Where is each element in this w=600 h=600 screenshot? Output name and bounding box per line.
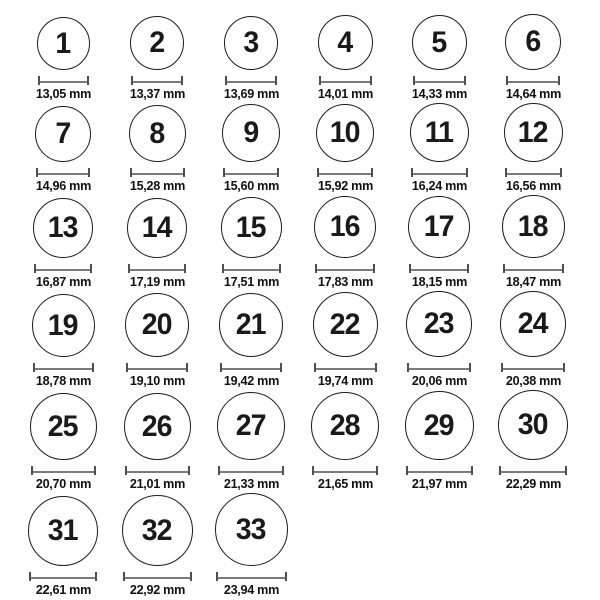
diameter-measure-line [505,168,562,177]
ring-size-cell [486,14,580,101]
ring-circle [221,197,282,258]
diameter-measure-line [123,572,192,581]
diameter-label: 14,33 mm [411,86,467,101]
ring-size-number: 29 [424,408,454,442]
diameter-label: 23,94 mm [223,582,279,597]
ring-circle [405,391,474,460]
diameter-measure-line [218,466,284,475]
ring-size-number: 26 [142,409,172,443]
ring-circle [222,104,280,162]
ring-size-number: 3 [243,26,259,59]
ring-circle [33,198,93,258]
ring-size-cell [392,15,486,101]
ring-size-cell [392,103,486,193]
ring-size-number: 9 [243,116,259,149]
diameter-measure-line [216,572,287,581]
ring-size-number: 22 [330,307,360,341]
ring-size-cell [110,495,204,597]
ring-circle [500,291,566,357]
ring-circle [124,393,191,460]
ring-size-cell [486,291,580,388]
diameter-measure-line [29,572,97,581]
ring-size-number: 23 [424,307,454,340]
diameter-label: 13,69 mm [223,86,279,101]
ring-size-number: 32 [142,513,172,547]
ring-size-cell [298,196,392,289]
diameter-measure-line [503,264,564,273]
ring-size-cell [16,294,110,388]
diameter-measure-line [220,363,282,372]
ring-size-number: 19 [48,308,78,342]
ring-size-cell [392,196,486,289]
ring-size-cell [204,16,298,101]
ring-size-cell [298,15,392,101]
ring-circle [130,16,184,70]
ring-size-cell [204,104,298,193]
ring-size-cell [204,293,298,388]
ring-circle [502,195,565,258]
ring-circle [504,103,563,162]
ring-size-row [16,195,600,289]
diameter-measure-line [222,264,281,273]
ring-size-cell [16,17,110,101]
diameter-measure-line [413,76,466,85]
ring-circle [410,103,469,162]
ring-circle [311,392,379,460]
ring-circle [129,105,186,162]
diameter-label: 18,15 mm [411,274,467,289]
ring-circle [412,15,467,70]
diameter-measure-line [319,76,372,85]
diameter-measure-line [409,264,469,273]
ring-circle [316,104,374,162]
diameter-measure-line [411,168,468,177]
diameter-measure-line [126,363,188,372]
ring-size-row [16,103,600,193]
ring-circle [35,106,91,162]
diameter-label: 19,42 mm [223,373,279,388]
diameter-label: 16,24 mm [411,178,467,193]
ring-size-row [16,14,600,101]
ring-circle [215,493,288,566]
ring-circle [127,198,187,258]
ring-size-cell [486,195,580,289]
ring-size-number: 25 [48,409,78,443]
diameter-label: 21,01 mm [129,476,185,491]
ring-size-number: 16 [330,210,360,243]
ring-size-cell [16,198,110,289]
diameter-label: 13,37 mm [129,86,185,101]
ring-circle [122,495,193,566]
ring-size-cell [110,105,204,193]
ring-size-cell [16,393,110,491]
diameter-label: 13,05 mm [35,86,91,101]
ring-size-number: 1 [55,26,71,60]
diameter-label: 18,47 mm [505,274,561,289]
ring-size-number: 20 [142,308,172,341]
ring-size-number: 21 [236,308,266,341]
ring-size-cell [298,104,392,193]
diameter-measure-line [312,466,378,475]
ring-size-cell [110,293,204,388]
ring-size-number: 14 [142,211,172,244]
ring-circle [314,196,376,258]
diameter-measure-line [406,466,473,475]
diameter-measure-line [38,76,89,85]
ring-size-number: 17 [424,210,454,243]
ring-size-cell [204,197,298,289]
ring-size-row [16,390,600,491]
diameter-label: 15,60 mm [223,178,279,193]
ring-size-cell [16,106,110,193]
diameter-label: 22,61 mm [35,582,91,597]
ring-circle [30,393,97,460]
ring-circle [224,16,278,70]
ring-circle [313,292,378,357]
diameter-label: 17,83 mm [317,274,373,289]
ring-size-cell [110,16,204,101]
ring-size-cell [486,103,580,193]
diameter-label: 15,92 mm [317,178,373,193]
ring-size-row [16,493,600,597]
ring-size-number: 13 [48,211,78,244]
ring-size-cell [298,392,392,491]
ring-size-number: 10 [330,116,360,149]
ring-circle [217,392,285,460]
ring-circle [28,496,98,566]
diameter-measure-line [506,76,560,85]
ring-size-number: 15 [236,210,266,244]
diameter-measure-line [407,363,471,372]
ring-size-cell [110,393,204,491]
ring-size-number: 4 [337,25,353,59]
ring-size-number: 5 [431,25,447,59]
ring-size-number: 11 [424,115,454,149]
diameter-label: 16,56 mm [505,178,561,193]
diameter-measure-line [315,264,375,273]
ring-size-row [16,291,600,388]
ring-circle [498,390,568,460]
diameter-measure-line [223,168,279,177]
diameter-label: 14,96 mm [35,178,91,193]
diameter-label: 21,65 mm [317,476,373,491]
ring-size-number: 18 [518,209,548,243]
diameter-label: 19,10 mm [129,373,185,388]
ring-size-number: 31 [48,514,78,547]
diameter-label: 15,28 mm [129,178,185,193]
ring-size-cell [298,292,392,388]
diameter-label: 21,97 mm [411,476,467,491]
ring-size-cell [486,390,580,491]
diameter-label: 21,33 mm [223,476,279,491]
diameter-label: 20,38 mm [505,373,561,388]
ring-size-cell [110,198,204,289]
ring-size-cell [392,291,486,388]
ring-circle [505,14,561,70]
diameter-label: 20,70 mm [35,476,91,491]
ring-size-number: 27 [236,409,266,442]
diameter-label: 19,74 mm [317,373,373,388]
ring-size-cell [392,391,486,491]
diameter-measure-line [225,76,277,85]
diameter-measure-line [501,363,565,372]
diameter-label: 20,06 mm [411,373,467,388]
diameter-measure-line [34,264,92,273]
diameter-label: 16,87 mm [35,274,91,289]
diameter-measure-line [317,168,373,177]
diameter-measure-line [128,264,186,273]
ring-size-cell [204,392,298,491]
diameter-measure-line [36,168,90,177]
ring-size-number: 6 [525,25,541,58]
diameter-measure-line [125,466,190,475]
diameter-measure-line [499,466,567,475]
diameter-label: 18,78 mm [35,373,91,388]
ring-circle [408,196,470,258]
diameter-measure-line [131,76,183,85]
ring-size-number: 24 [518,307,548,340]
ring-size-number: 2 [149,26,165,59]
diameter-label: 14,64 mm [505,86,561,101]
diameter-measure-line [33,363,94,372]
ring-size-number: 8 [149,116,165,150]
ring-circle [125,293,189,357]
ring-size-number: 28 [330,409,360,442]
diameter-label: 22,29 mm [505,476,561,491]
ring-circle [318,15,373,70]
diameter-measure-line [314,363,377,372]
ring-circle [32,294,95,357]
diameter-label: 14,01 mm [317,86,373,101]
ring-size-number: 12 [518,115,548,149]
ring-size-number: 30 [518,408,548,441]
ring-size-cell [16,496,110,597]
ring-circle [219,293,283,357]
ring-size-number: 7 [55,117,71,150]
ring-circle [37,17,90,70]
diameter-measure-line [31,466,96,475]
diameter-label: 22,92 mm [129,582,185,597]
diameter-label: 17,19 mm [129,274,185,289]
ring-size-cell [204,493,298,597]
diameter-measure-line [130,168,185,177]
ring-circle [406,291,472,357]
ring-size-number: 33 [236,512,266,546]
diameter-label: 17,51 mm [223,274,279,289]
